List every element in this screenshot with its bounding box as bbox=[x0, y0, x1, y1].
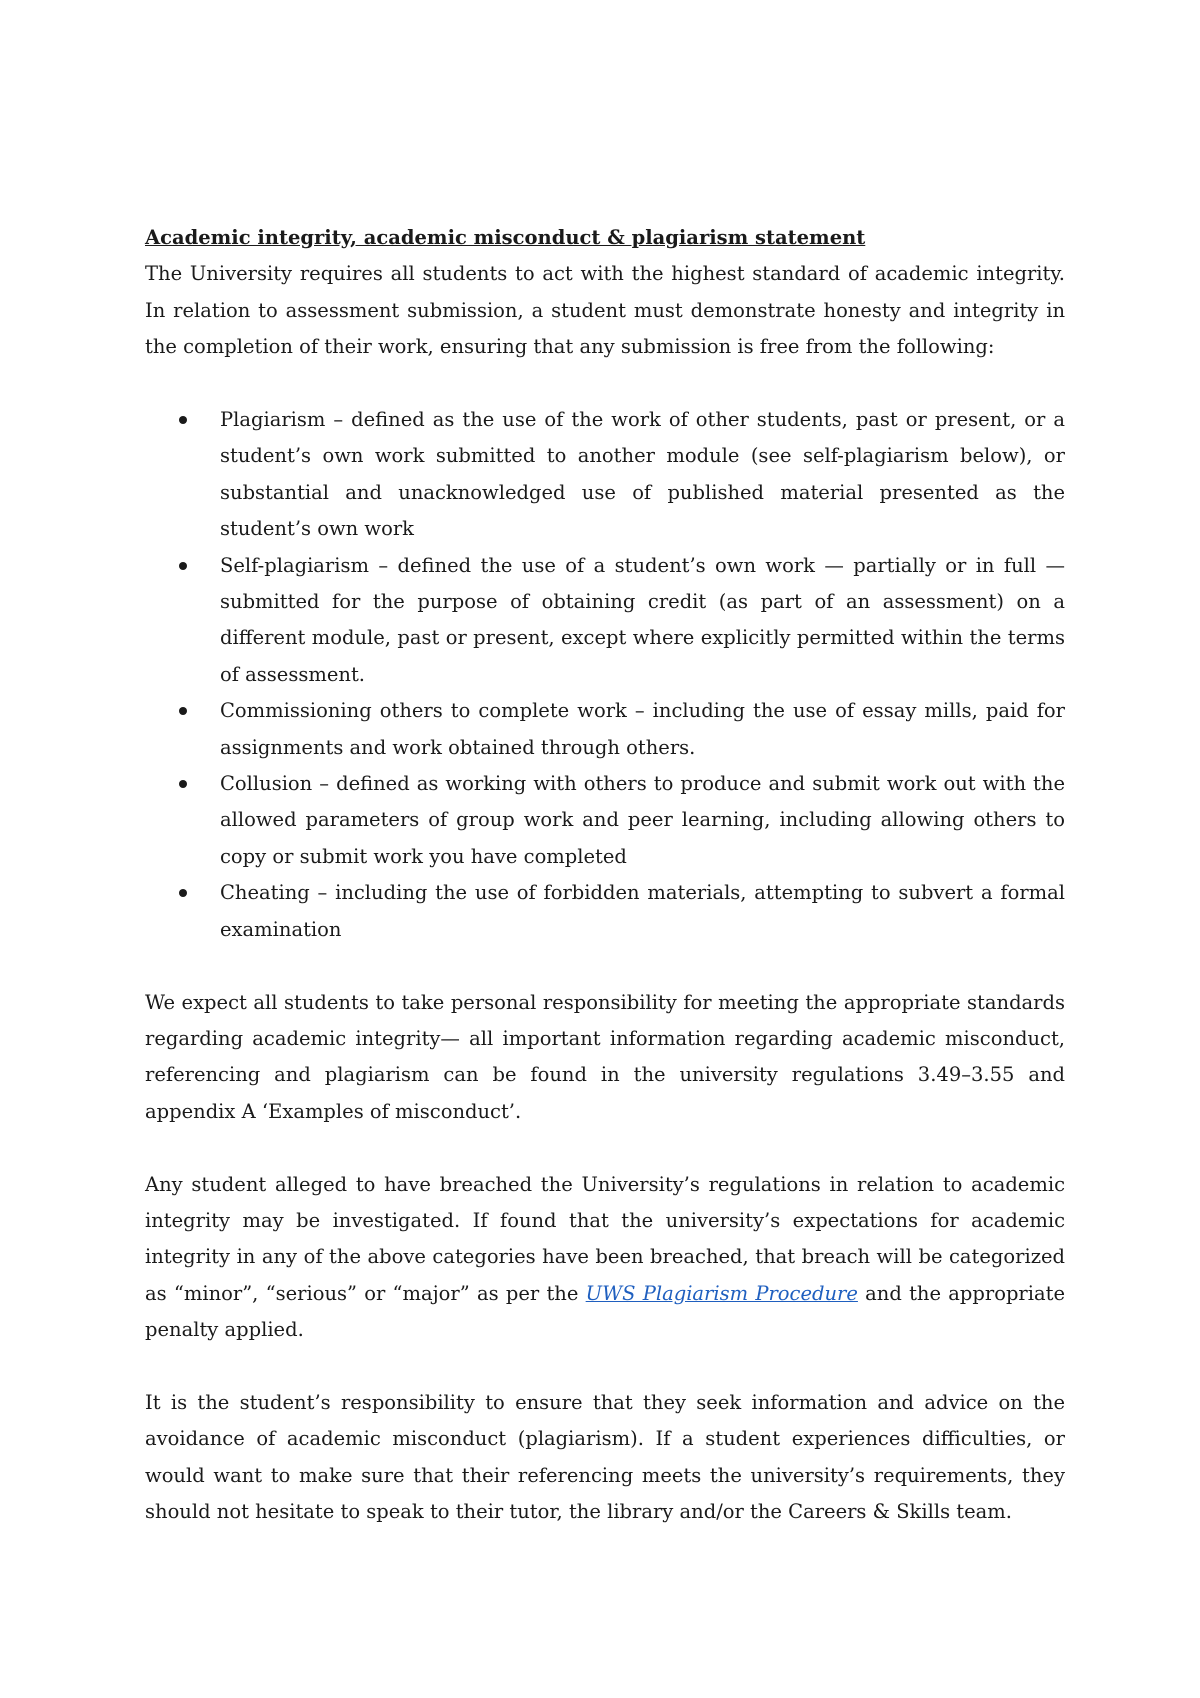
list-item-self-plagiarism bbox=[220, 548, 1065, 694]
misconduct-list bbox=[145, 402, 1065, 948]
list-item-text: Collusion – defined as working with others to produce and submit work out with the allowed parameters of group work and peer learning, including allowing others to copy or submit work you have completed bbox=[220, 772, 1065, 868]
list-item-cheating bbox=[220, 875, 1065, 948]
breach-paragraph bbox=[145, 1167, 1065, 1349]
bullet-icon bbox=[179, 889, 187, 897]
breach-text-before: Any student alleged to have breached the University’s regulations in relation to academic integrity may be investigated. If found that the university’s expectations for academic integrity in any of the above categories have been breached, that breach will be categorized as “minor”, “serious” or “major” as per the bbox=[145, 1172, 1065, 1305]
list-item-text: Self-plagiarism – defined the use of a student’s own work — partially or in full — submitted for the purpose of obtaining credit (as part of an assessment) on a different module, past or present, except where explicitly permitted within the terms of assessment. bbox=[220, 553, 1065, 686]
list-item-text: Plagiarism – defined as the use of the work of other students, past or present, or a student’s own work submitted to another module (see self-plagiarism below), or substantial and unacknowledged use of published material presented as the student’s own work bbox=[220, 408, 1065, 541]
list-item-plagiarism bbox=[220, 402, 1065, 548]
bullet-icon bbox=[179, 707, 187, 715]
responsibility-paragraph: It is the student’s responsibility to ensure that they seek information and advice on the avoidance of academic misconduct (plagiarism). If a student experiences difficulties, or would want to make sure that their referencing meets the university’s requirements, they should not hesitate to speak to their tutor, the library and/or the Careers & Skills team. bbox=[145, 1390, 1065, 1524]
statement-heading: Academic integrity, academic misconduct & plagiarism statement bbox=[145, 226, 866, 249]
bullet-icon bbox=[179, 416, 187, 424]
list-item-commissioning bbox=[220, 693, 1065, 766]
list-item-collusion bbox=[220, 766, 1065, 875]
bullet-icon bbox=[179, 780, 187, 788]
spacer bbox=[145, 366, 1065, 402]
intro-paragraph: The University requires all students to act with the highest standard of academic integrity. In relation to assessment submission, a student must demonstrate honesty and integrity in the completion of their work, ensuring that any submission is free from the following: bbox=[145, 262, 1065, 359]
expectations-paragraph: We expect all students to take personal responsibility for meeting the appropriate standards regarding academic integrity— all important information regarding academic misconduct, referencing and plagiarism can be found in the university regulations 3.49–3.55 and appendix A ‘Examples of misconduct’. bbox=[145, 990, 1065, 1123]
spacer bbox=[145, 1130, 1065, 1166]
list-item-text: Cheating – including the use of forbidden materials, attempting to subvert a formal examination bbox=[220, 881, 1065, 941]
list-item-text: Commissioning others to complete work – including the use of essay mills, paid for assignments and work obtained through others. bbox=[220, 699, 1065, 759]
plagiarism-procedure-link[interactable]: UWS Plagiarism Procedure bbox=[585, 1281, 858, 1305]
spacer bbox=[145, 1349, 1065, 1385]
bullet-icon bbox=[179, 562, 187, 570]
breach-text-after: and the appropriate penalty applied. bbox=[145, 1281, 1065, 1342]
spacer bbox=[145, 948, 1065, 984]
